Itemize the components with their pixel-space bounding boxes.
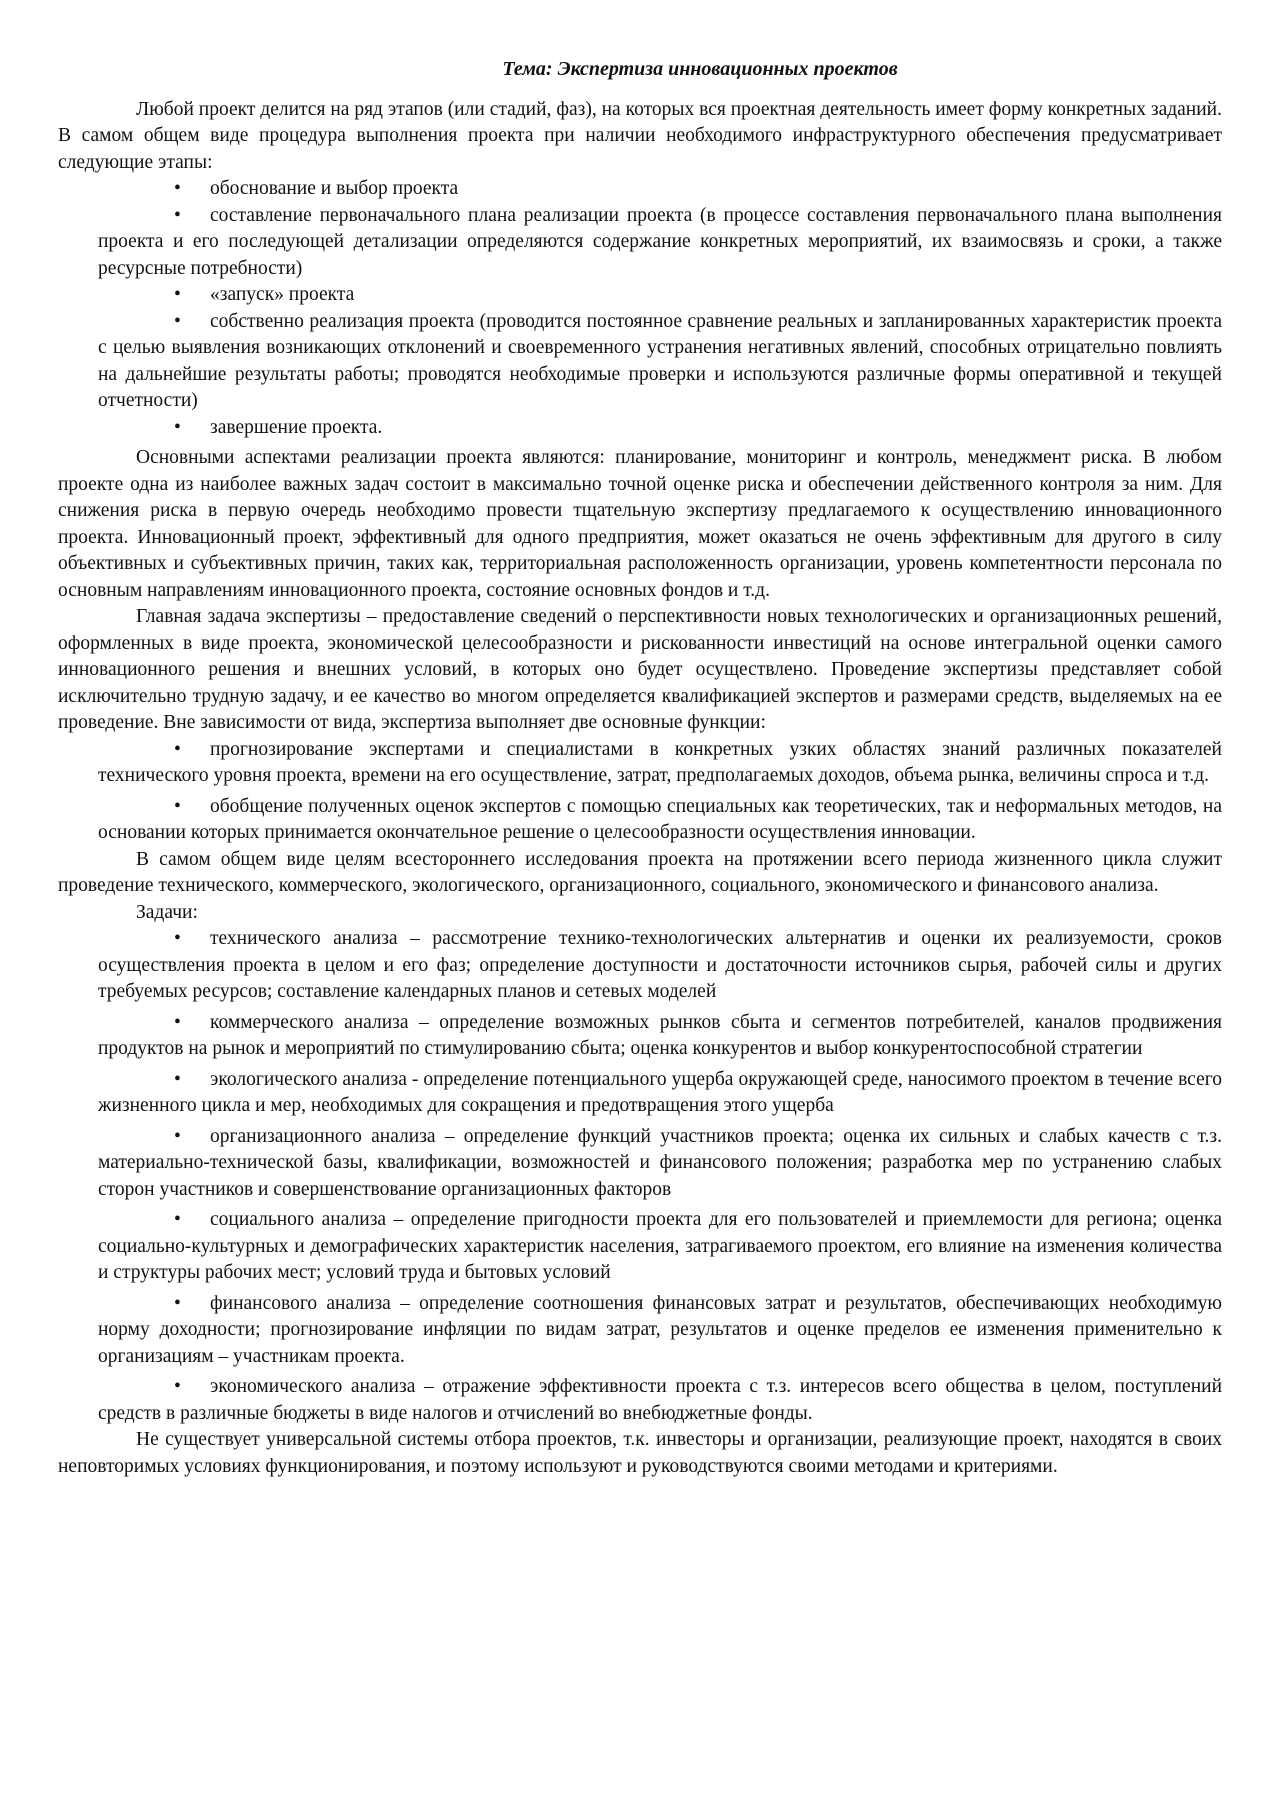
list-item [98, 203, 1222, 283]
list-item-text: экологического анализа - определение потенциального ущерба окружающей среде, наносимого проектом в течение всего жизненного цикла и мер, необходимых для сокращения и предотвращения этого ущерба [98, 1068, 1222, 1116]
bullet-icon: • [174, 178, 181, 199]
intro-paragraph: Любой проект делится на ряд этапов (или стадий, фаз), на которых вся проектная деятельность имеет форму конкретных заданий. В самом общем виде процедура выполнения проекта при наличии необходимого инфраструктурного обеспечения предусматривает следующие этапы: [58, 98, 1222, 173]
conclusion-paragraph: Не существует универсальной системы отбора проектов, т.к. инвесторы и организации, реализующие проект, находятся в своих неповторимых условиях функционирования, и поэтому используют и руководствуются своими методами и критериями. [58, 1429, 1222, 1477]
list-item [98, 1067, 1222, 1120]
bullet-icon: • [174, 1068, 181, 1090]
tasks-list [58, 926, 1222, 1427]
bullet-icon: • [174, 284, 181, 305]
list-item-text: собственно реализация проекта (проводится постоянное сравнение реальных и запланированных характеристик проекта с целью выявления возникающих отклонений и своевременного устранения негативных явлений, способных отрицательно повлиять на дальнейшие результаты работы; проводятся необходимые проверки и используются различные формы оперативной и текущей отчетности) [98, 310, 1222, 411]
list-item-text: финансового анализа – определение соотношения финансовых затрат и результатов, обеспечивающих необходимую норму доходности; прогнозирование инфляции по видам затрат, результатов и оценке пределов ее изменения применительно к организациям – участникам проекта. [98, 1292, 1222, 1367]
list-item [98, 176, 1222, 203]
list-item [98, 1124, 1222, 1204]
list-item [98, 309, 1222, 415]
list-item-text: завершение проекта. [210, 416, 383, 438]
list-item [98, 415, 1222, 442]
list-item-text: обоснование и выбор проекта [210, 178, 459, 199]
list-item-text: коммерческого анализа – определение возможных рынков сбыта и сегментов потребителей, каналов продвижения продуктов на рынок и мероприятий по стимулированию сбыта; оценка конкурентов и выбор конкурентоспособной стратегии [98, 1011, 1222, 1059]
list-item-text: «запуск» проекта [210, 284, 355, 305]
list-item-text: составление первоначального плана реализации проекта (в процессе составления первоначального плана выполнения проекта и его последующей детализации определяются содержание конкретных мероприятий, их взаимосвязь и сроки, а также ресурсные потребности) [98, 204, 1222, 279]
list-item-text: обобщение полученных оценок экспертов с помощью специальных как теоретических, так и неформальных методов, на основании которых принимается окончательное решение о целесообразности осуществления инновации. [98, 795, 1222, 843]
list-item-text: технического анализа – рассмотрение технико-технологических альтернатив и оценки их реализуемости, сроков осуществления проекта в целом и его фаз; определение доступности и достаточности источников сырья, рабочей силы и других требуемых ресурсов; составление календарных планов и сетевых моделей [98, 928, 1222, 1002]
bullet-icon: • [174, 1376, 181, 1397]
list-item [98, 794, 1222, 847]
list-item-text: организационного анализа – определение функций участников проекта; оценка их сильных и слабых качеств с т.з. материально-технической базы, квалификации, возможностей и финансового положения; разработка мер по устранению слабых сторон участников и совершенствование организационных факторов [98, 1125, 1222, 1200]
bullet-icon: • [174, 1209, 181, 1230]
list-item [98, 1374, 1222, 1427]
bullet-icon: • [174, 1292, 181, 1314]
bullet-icon: • [174, 795, 181, 817]
list-item [98, 282, 1222, 309]
functions-list [58, 737, 1222, 847]
bullet-icon: • [174, 928, 181, 949]
bullet-icon: • [174, 310, 181, 332]
tasks-label: Задачи: [136, 901, 198, 923]
aspects-paragraph: Основными аспектами реализации проекта являются: планирование, мониторинг и контроль, менеджмент риска. В любом проекте одна из наиболее важных задач состоит в максимально точной оценке риска и обеспечении действенного контроля за ним. Для снижения риска в первую очередь необходимо провести тщательную экспертизу предлагаемого к осуществлению инновационного проекта. Инновационный проект, эффективный для одного предприятия, может оказаться не очень эффективным для другого в силу объективных и субъективных причин, таких как, территориальная расположенность организации, уровень компетентности персонала по основным направлениям инновационного проекта, состояние основных фондов и т.д. [58, 447, 1222, 601]
analysis-paragraph: В самом общем виде целям всестороннего исследования проекта на протяжении всего периода жизненного цикла служит проведение технического, коммерческого, экологического, организационного, социального, экономического и финансового анализа. [58, 848, 1222, 896]
list-item [98, 926, 1222, 1006]
document-title: Тема: Экспертиза инновационных проектов [502, 58, 898, 80]
list-item [98, 1010, 1222, 1063]
list-item [98, 1291, 1222, 1371]
list-item-text: прогнозирование экспертами и специалистами в конкретных узких областях знаний различных показателей технического уровня проекта, времени на его осуществление, затрат, предполагаемых доходов, объема рынка, величины спроса и т.д. [98, 738, 1222, 786]
bullet-icon: • [174, 204, 181, 226]
main-task-paragraph: Главная задача экспертизы – предоставление сведений о перспективности новых технологических и организационных решений, оформленных в виде проекта, экономической целесообразности и рискованности инвестиций на основе интегральной оценки самого инновационного решения и внешних условий, в которых оно будет осуществлено. Проведение экспертизы представляет собой исключительно трудную задачу, и ее качество во многом определяется квалификацией экспертов и размерами средств, выделяемых на ее проведение. Вне зависимости от вида, экспертиза выполняет две основные функции: [58, 606, 1222, 733]
list-item [98, 1207, 1222, 1287]
list-item-text: экономического анализа – отражение эффективности проекта с т.з. интересов всего общества в целом, поступлений средств в различные бюджеты в виде налогов и отчислений во внебюджетные фонды. [98, 1376, 1222, 1424]
list-item [98, 737, 1222, 790]
bullet-icon: • [174, 1011, 181, 1033]
bullet-icon: • [174, 738, 181, 760]
bullet-icon: • [174, 416, 181, 438]
list-item-text: социального анализа – определение пригодности проекта для его пользователей и приемлемости для региона; оценка социально-культурных и демографических характеристик населения, затрагиваемого проектом, его влияние на изменения количества и структуры рабочих мест; условий труда и бытовых условий [98, 1209, 1222, 1283]
stages-list [58, 176, 1222, 441]
bullet-icon: • [174, 1125, 181, 1147]
